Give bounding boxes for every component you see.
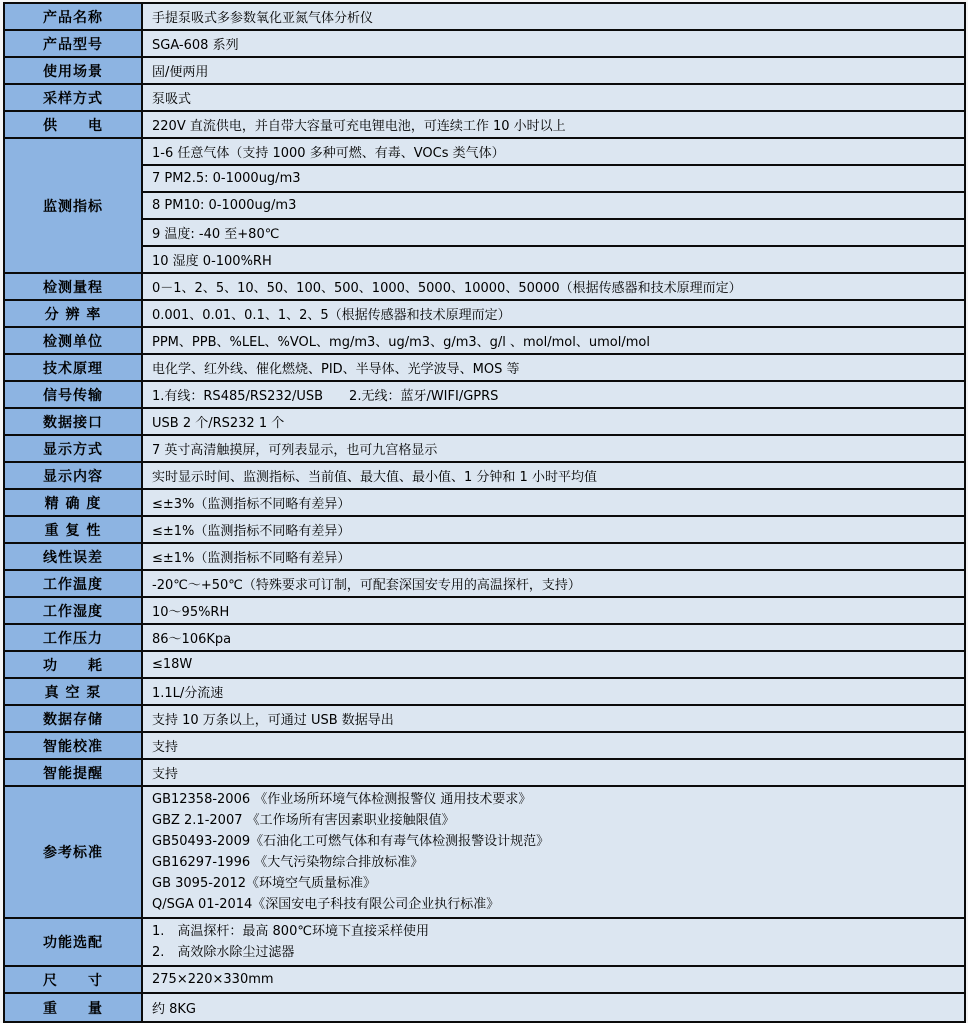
table-row-working-temperature <box>5 571 964 598</box>
row-label-resolution: 分 辨 率 <box>5 301 143 326</box>
row-label-detection-unit: 检测单位 <box>5 328 143 353</box>
table-row-optional-functions <box>5 919 964 967</box>
table-row-repeatability <box>5 517 964 544</box>
table-row-vacuum-pump <box>5 679 964 706</box>
row-subvalues <box>143 139 964 272</box>
row-subvalue: 7 PM2.5: 0-1000ug/m3 <box>143 166 964 193</box>
row-label-product-model: 产品型号 <box>5 31 143 56</box>
table-row-usage-scene <box>5 58 964 85</box>
row-subvalue: 10 湿度 0-100%RH <box>152 254 272 269</box>
row-value-display-mode: 7 英寸高清触摸屏，可列表显示，也可九宫格显示 <box>143 436 964 461</box>
row-value-repeatability: ≤±1%（监测指标不同略有差异） <box>143 517 964 542</box>
table-row-smart-calibration <box>5 733 964 760</box>
row-value-product-model: SGA-608 系列 <box>143 31 964 56</box>
row-value-sampling-method: 泵吸式 <box>143 85 964 110</box>
row-value-power-supply: 220V 直流供电，并自带大容量可充电锂电池，可连续工作 10 小时以上 <box>143 112 964 137</box>
row-value-display-content: 实时显示时间、监测指标、当前值、最大值、最小值、1 分钟和 1 小时平均值 <box>143 463 964 488</box>
table-row-power-supply <box>5 112 964 139</box>
value-line: GB16297-1996 《大气污染物综合排放标准》 <box>152 855 424 870</box>
value-line: Q/SGA 01-2014《深国安电子科技有限公司企业执行标准》 <box>152 897 500 912</box>
value-line: GB50493-2009《石油化工可燃气体和有毒气体检测报警设计规范》 <box>152 834 550 849</box>
row-label-usage-scene: 使用场景 <box>5 58 143 83</box>
table-row-detection-unit <box>5 328 964 355</box>
row-label-detection-range: 检测量程 <box>5 274 143 299</box>
row-value-resolution: 0.001、0.01、0.1、1、2、5（根据传感器和技术原理而定） <box>143 301 964 326</box>
value-line: GB12358-2006 《作业场所环境气体检测报警仪 通用技术要求》 <box>152 792 532 807</box>
row-label-vacuum-pump: 真 空 泵 <box>5 679 143 704</box>
row-value-smart-calibration: 支持 <box>143 733 964 758</box>
row-label-working-temperature: 工作温度 <box>5 571 143 596</box>
row-label-technical-principle: 技术原理 <box>5 355 143 380</box>
row-label-signal-transmission: 信号传输 <box>5 382 143 407</box>
row-label-display-content: 显示内容 <box>5 463 143 488</box>
row-label-product-name: 产品名称 <box>5 4 143 29</box>
spec-table <box>3 2 966 1023</box>
row-label-weight: 重 量 <box>5 994 143 1021</box>
row-label-data-interface: 数据接口 <box>5 409 143 434</box>
row-label-optional-functions: 功能选配 <box>5 919 143 965</box>
row-value-detection-range: 0－1、2、5、10、50、100、500、1000、5000、10000、50000（根据传感器和技术原理而定） <box>143 274 964 299</box>
row-label-power-supply: 供 电 <box>5 112 143 137</box>
value-line: 1. 高温探杆：最高 800℃环境下直接采样使用 <box>152 924 429 939</box>
row-label-sampling-method: 采样方式 <box>5 85 143 110</box>
row-label-power-consumption: 功 耗 <box>5 652 143 677</box>
row-value-data-interface: USB 2 个/RS232 1 个 <box>143 409 964 434</box>
table-row-signal-transmission <box>5 382 964 409</box>
table-row-accuracy <box>5 490 964 517</box>
row-value-accuracy: ≤±3%（监测指标不同略有差异） <box>143 490 964 515</box>
row-label-working-pressure: 工作压力 <box>5 625 143 650</box>
row-subvalue: 1-6 任意气体（支持 1000 多种可燃、有毒、VOCs 类气体） <box>143 139 964 166</box>
row-label-display-mode: 显示方式 <box>5 436 143 461</box>
row-value-linearity-error: ≤±1%（监测指标不同略有差异） <box>143 544 964 569</box>
table-row-sampling-method <box>5 85 964 112</box>
table-row-display-content <box>5 463 964 490</box>
table-row-reference-standards <box>5 787 964 919</box>
row-value-optional-functions <box>143 919 964 965</box>
table-row-dimensions <box>5 967 964 994</box>
table-row-product-model <box>5 31 964 58</box>
row-label-linearity-error: 线性误差 <box>5 544 143 569</box>
row-value-smart-reminder: 支持 <box>143 760 964 785</box>
table-row-resolution <box>5 301 964 328</box>
table-row-weight <box>5 994 964 1021</box>
table-row-data-storage <box>5 706 964 733</box>
table-row-technical-principle <box>5 355 964 382</box>
row-label-smart-reminder: 智能提醒 <box>5 760 143 785</box>
table-row-working-humidity <box>5 598 964 625</box>
row-subvalue: 9 温度: -40 至+80℃ <box>143 220 964 247</box>
value-line: GBZ 2.1-2007 《工作场所有害因素职业接触限值》 <box>152 813 455 828</box>
row-value-signal-transmission: 1.有线：RS485/RS232/USB 2.无线：蓝牙/WIFI/GPRS <box>143 382 964 407</box>
value-line: 2. 高效除水除尘过滤器 <box>152 945 295 960</box>
table-row-data-interface <box>5 409 964 436</box>
table-row-linearity-error <box>5 544 964 571</box>
row-value-detection-unit: PPM、PPB、%LEL、%VOL、mg/m3、ug/m3、g/m3、g/l 、mol/mol、umol/mol <box>143 328 964 353</box>
row-value-vacuum-pump: 1.1L/分流速 <box>143 679 964 704</box>
row-label-repeatability: 重 复 性 <box>5 517 143 542</box>
row-label-accuracy: 精 确 度 <box>5 490 143 515</box>
row-value-weight: 约 8KG <box>143 994 964 1021</box>
row-value-usage-scene: 固/便两用 <box>143 58 964 83</box>
row-value-reference-standards <box>143 787 964 917</box>
row-label-smart-calibration: 智能校准 <box>5 733 143 758</box>
row-value-technical-principle: 电化学、红外线、催化燃烧、PID、半导体、光学波导、MOS 等 <box>143 355 964 380</box>
table-row-smart-reminder <box>5 760 964 787</box>
row-value-working-pressure: 86～106Kpa <box>143 625 964 650</box>
value-line: GB 3095-2012《环境空气质量标准》 <box>152 876 376 891</box>
row-value-dimensions: 275×220×330mm <box>143 967 964 992</box>
row-label-monitor-indicators: 监测指标 <box>5 139 143 272</box>
table-row-monitor-indicators <box>5 139 964 274</box>
table-row-detection-range <box>5 274 964 301</box>
row-label-working-humidity: 工作湿度 <box>5 598 143 623</box>
row-value-working-humidity: 10～95%RH <box>143 598 964 623</box>
table-row-working-pressure <box>5 625 964 652</box>
row-label-dimensions: 尺 寸 <box>5 967 143 992</box>
row-value-power-consumption: ≤18W <box>143 652 964 677</box>
row-value-product-name: 手提泵吸式多参数氧化亚氮气体分析仪 <box>143 4 964 29</box>
table-row-display-mode <box>5 436 964 463</box>
table-row-power-consumption <box>5 652 964 679</box>
row-subvalue: 8 PM10: 0-1000ug/m3 <box>143 193 964 220</box>
row-label-data-storage: 数据存储 <box>5 706 143 731</box>
table-row-product-name <box>5 4 964 31</box>
row-value-data-storage: 支持 10 万条以上，可通过 USB 数据导出 <box>143 706 964 731</box>
row-label-reference-standards: 参考标准 <box>5 787 143 917</box>
row-value-working-temperature: -20℃～+50℃（特殊要求可订制，可配套深国安专用的高温探杆，支持） <box>143 571 964 596</box>
